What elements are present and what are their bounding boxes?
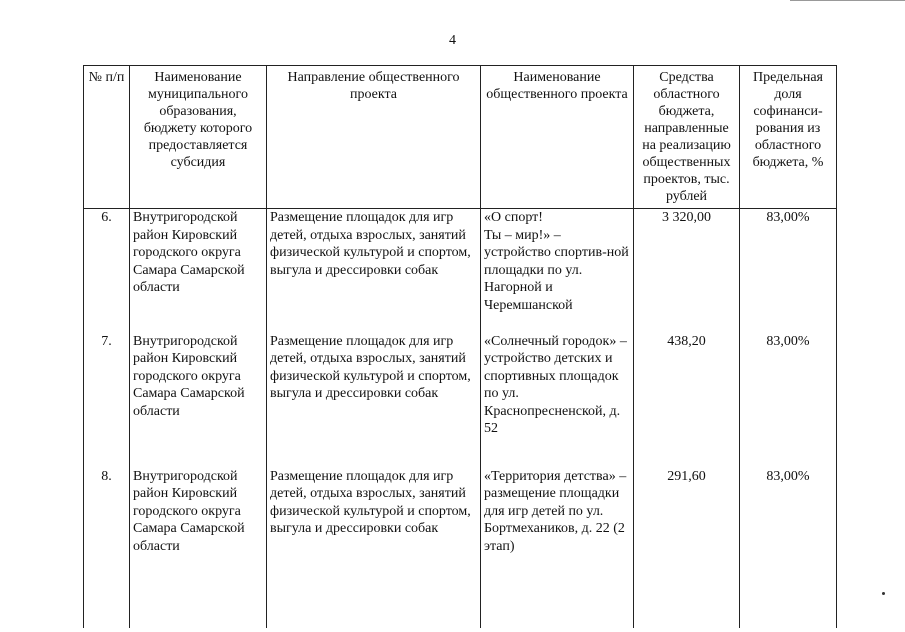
row-num: 7. bbox=[84, 333, 130, 468]
row-direction: Размещение площадок для игр детей, отдыха взрослых, занятий физической культурой и спортом, выгула и дрессировки собак bbox=[267, 468, 481, 628]
header-num: № п/п bbox=[84, 66, 130, 209]
row-funds: 438,20 bbox=[634, 333, 740, 468]
header-share: Предельная доля софинанси-рования из областного бюджета, % bbox=[740, 66, 837, 209]
header-municipality: Наименование муниципального образования, бюджету которого предоставляется субсидия bbox=[130, 66, 267, 209]
table-row bbox=[84, 468, 837, 628]
row-municipality: Внутригородской район Кировский городского округа Самара Самарской области bbox=[130, 209, 267, 333]
row-share: 83,00% bbox=[740, 468, 837, 628]
table-row bbox=[84, 209, 837, 333]
row-share: 83,00% bbox=[740, 333, 837, 468]
table-body bbox=[84, 209, 837, 628]
row-project: «Территория детства» – размещение площадки для игр детей по ул. Бортмехаников, д. 22 (2 этап) bbox=[481, 468, 634, 628]
table-row bbox=[84, 333, 837, 468]
scan-speck bbox=[882, 592, 885, 595]
row-funds: 3 320,00 bbox=[634, 209, 740, 333]
header-row bbox=[84, 66, 837, 209]
row-direction: Размещение площадок для игр детей, отдыха взрослых, занятий физической культурой и спортом, выгула и дрессировки собак bbox=[267, 209, 481, 333]
row-municipality: Внутригородской район Кировский городского округа Самара Самарской области bbox=[130, 333, 267, 468]
row-project: «О спорт! Ты – мир!» – устройство спортив-ной площадки по ул. Нагорной и Черемшанской bbox=[481, 209, 634, 333]
row-funds: 291,60 bbox=[634, 468, 740, 628]
page-number: 4 bbox=[449, 33, 456, 48]
header-direction: Направление общественного проекта bbox=[267, 66, 481, 209]
row-num: 6. bbox=[84, 209, 130, 333]
row-share: 83,00% bbox=[740, 209, 837, 333]
header-project: Наименование общественного проекта bbox=[481, 66, 634, 209]
row-direction: Размещение площадок для игр детей, отдыха взрослых, занятий физической культурой и спортом, выгула и дрессировки собак bbox=[267, 333, 481, 468]
scan-edge-line bbox=[790, 0, 905, 1]
row-municipality: Внутригородской район Кировский городского округа Самара Самарской области bbox=[130, 468, 267, 628]
header-funds: Средства областного бюджета, направленные на реализацию общественных проектов, тыс. рублей bbox=[634, 66, 740, 209]
row-project: «Солнечный городок» – устройство детских и спортивных площадок по ул. Краснопресненской, д. 52 bbox=[481, 333, 634, 468]
subsidy-table bbox=[83, 65, 837, 628]
table-header bbox=[84, 66, 837, 209]
row-num: 8. bbox=[84, 468, 130, 628]
